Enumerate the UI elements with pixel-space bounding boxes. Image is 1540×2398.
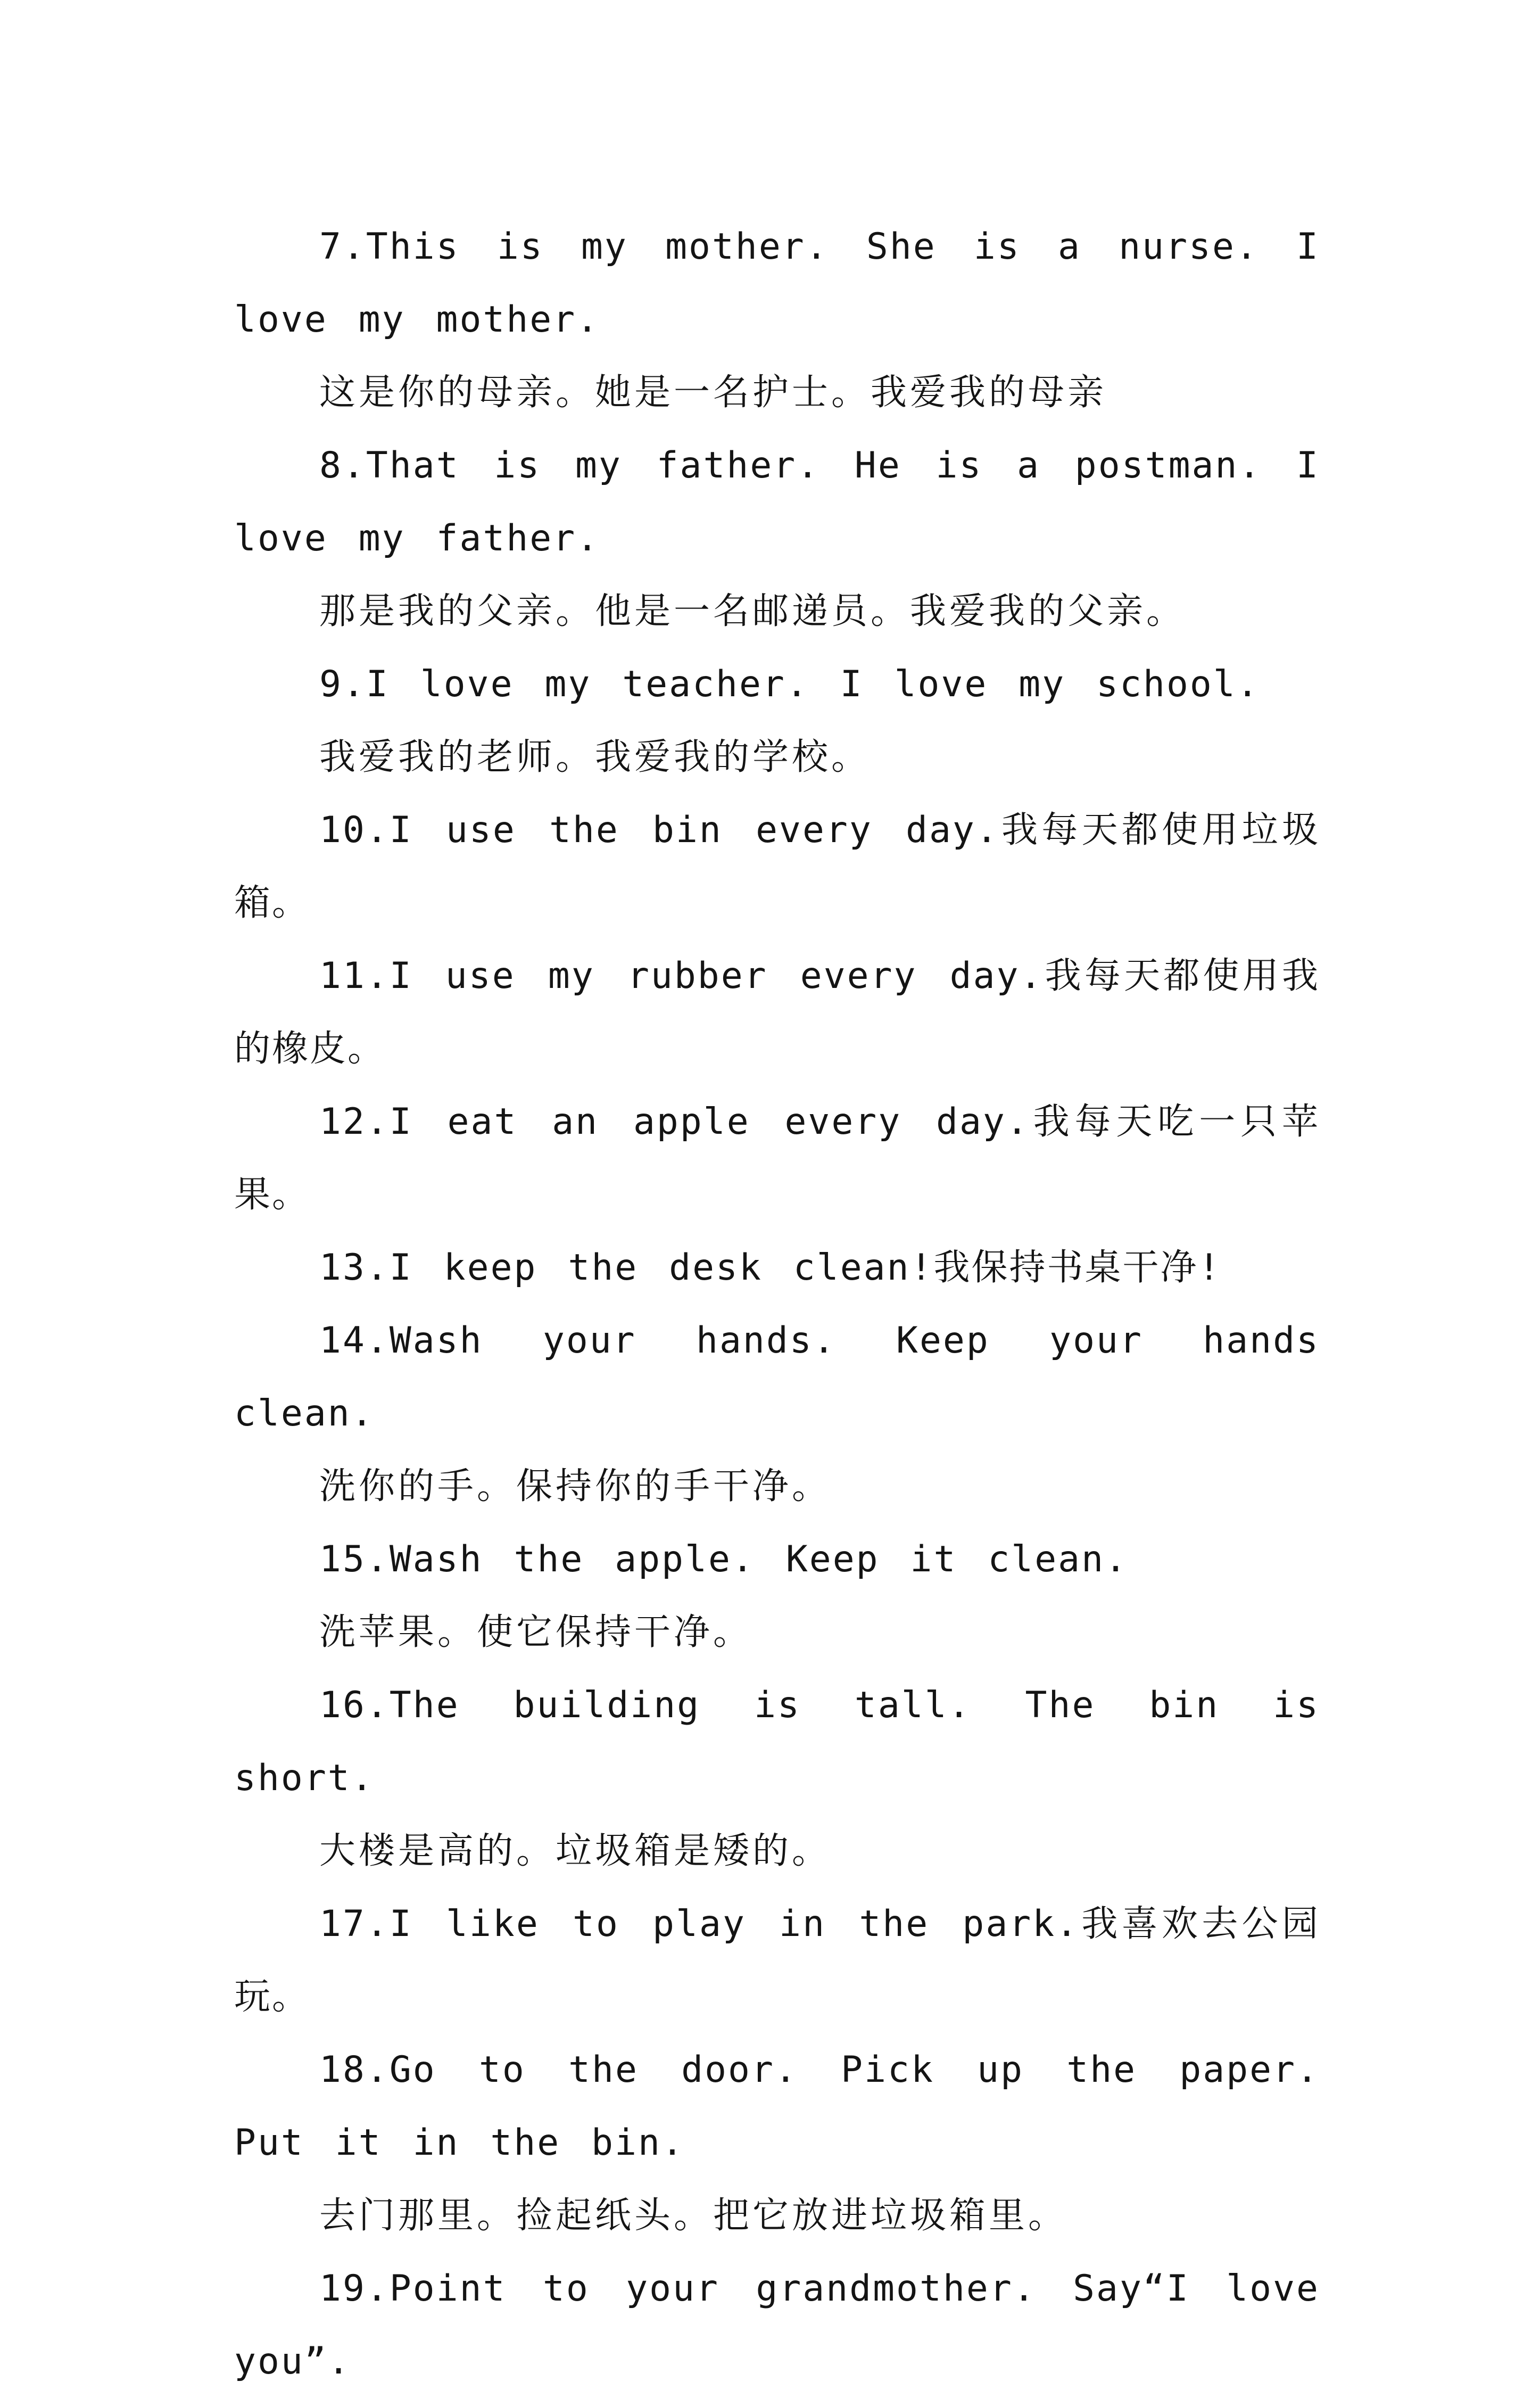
sentence-15-chinese: 洗苹果。使它保持干净。 xyxy=(319,1611,753,1653)
sentence-17: 17.I like to play in the park.我喜欢去公园玩。 xyxy=(234,1903,1320,2018)
sentence-16-english: 16.The building is tall. The bin is short. xyxy=(234,1684,1320,1799)
sentence-7-chinese: 这是你的母亲。她是一名护士。我爱我的母亲 xyxy=(319,372,1107,414)
sentence-18-chinese: 去门那里。捡起纸头。把它放进垃圾箱里。 xyxy=(319,2195,1068,2237)
sentence-7-english: 7.This is my mother. She is a nurse. I love my mother. xyxy=(234,226,1320,341)
sentence-9-english: 9.I love my teacher. I love my school. xyxy=(319,663,1260,705)
sentence-8-chinese: 那是我的父亲。他是一名邮递员。我爱我的父亲。 xyxy=(319,590,1186,632)
sentence-12: 12.I eat an apple every day.我每天吃一只苹果。 xyxy=(234,1101,1320,1216)
sentence-18-english: 18.Go to the door. Pick up the paper. Put it in the bin. xyxy=(234,2049,1320,2164)
sentence-14-english: 14.Wash your hands. Keep your hands clean. xyxy=(234,1320,1320,1435)
document-body xyxy=(234,210,1320,2398)
sentence-13: 13.I keep the desk clean!我保持书桌干净! xyxy=(319,1247,1222,1289)
sentence-14-chinese: 洗你的手。保持你的手干净。 xyxy=(319,1465,832,1507)
sentence-19-english: 19.Point to your grandmother. Say“I love you”. xyxy=(234,2268,1320,2383)
sentence-15-english: 15.Wash the apple. Keep it clean. xyxy=(319,1538,1129,1580)
sentence-16-chinese: 大楼是高的。垃圾箱是矮的。 xyxy=(319,1830,832,1872)
sentence-11: 11.I use my rubber every day.我每天都使用我的橡皮。 xyxy=(234,955,1320,1070)
sentence-8-english: 8.That is my father. He is a postman. I love my father. xyxy=(234,444,1320,559)
sentence-9-chinese: 我爱我的老师。我爱我的学校。 xyxy=(319,736,871,778)
sentence-10: 10.I use the bin every day.我每天都使用垃圾箱。 xyxy=(234,809,1320,924)
